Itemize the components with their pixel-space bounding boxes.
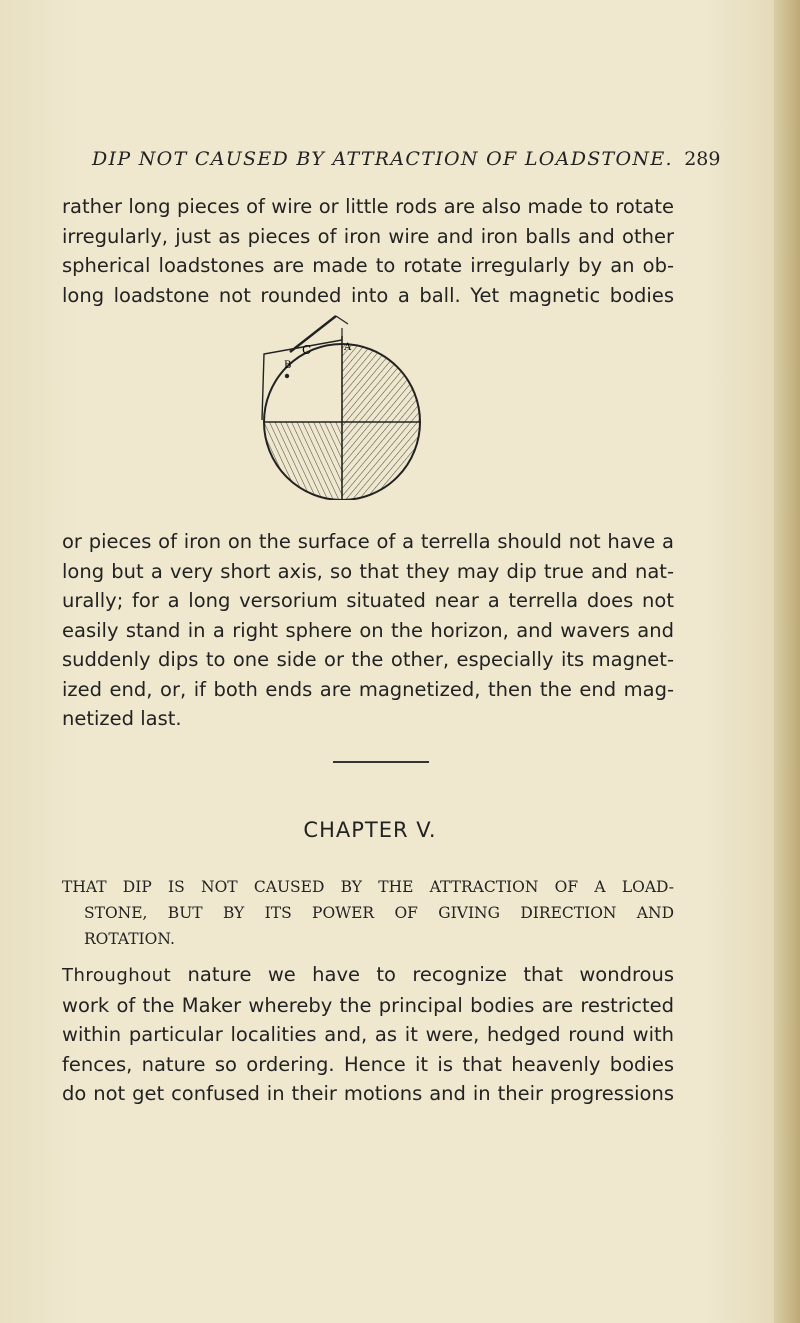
drop-word: Throughout — [62, 965, 172, 986]
paragraph-2 — [62, 527, 674, 734]
text-line: suddenly dips to one side or the other, especially its magnet- — [62, 648, 674, 671]
text-line: irregularly, just as pieces of iron wire and iron balls and other — [62, 224, 674, 248]
page-number: 289 — [684, 148, 721, 170]
section-divider — [333, 761, 429, 763]
figure-label-a: A — [344, 342, 352, 353]
text-line: netized last. — [62, 707, 182, 730]
text-line: or pieces of iron on the surface of a terrella should not have a — [62, 530, 674, 553]
text-line: ized end, or, if both ends are magnetized, then the end mag- — [62, 677, 674, 701]
figure-label-b: B — [284, 360, 292, 371]
terrella-figure — [250, 310, 434, 500]
paragraph-1 — [62, 192, 674, 310]
subheading-line: ROTATION. — [84, 930, 175, 948]
text-line-first — [62, 960, 674, 991]
text-line: easily stand in a right sphere on the horizon, and wavers and — [62, 618, 674, 642]
chapter-subheading — [62, 874, 674, 952]
figure-label-c: C — [302, 343, 312, 357]
subheading-line: THAT DIP IS NOT CAUSED BY THE ATTRACTION OF A LOAD- — [62, 878, 674, 896]
text-line: urally; for a long versorium situated near a terrella does not — [62, 589, 674, 612]
page-edge — [774, 0, 800, 1323]
first-line-rest: nature we have to recognize that wondrous — [171, 963, 674, 986]
text-line: do not get confused in their motions and in their progressions — [62, 1082, 674, 1105]
text-line: fences, nature so ordering. Hence it is that heavenly bodies — [62, 1052, 674, 1076]
text-line: long loadstone not rounded into a ball. Yet magnetic bodies — [62, 283, 674, 307]
text-line: spherical loadstones are made to rotate irregularly by an ob- — [62, 254, 674, 277]
subheading-line: STONE, BUT BY ITS POWER OF GIVING DIRECTION AND — [84, 904, 674, 922]
paragraph-3 — [62, 960, 674, 1109]
running-header — [92, 148, 721, 170]
text-line: rather long pieces of wire or little rods are also made to rotate — [62, 195, 674, 218]
chapter-title: CHAPTER V. — [303, 818, 437, 842]
text-line: within particular localities and, as it were, hedged round with — [62, 1023, 674, 1046]
hatched-quadrant-lower-left — [250, 422, 342, 500]
running-title: DIP NOT CAUSED BY ATTRACTION OF LOADSTONE. — [92, 148, 673, 170]
text-line: work of the Maker whereby the principal bodies are restricted — [62, 993, 674, 1017]
text-line: long but a very short axis, so that they may dip true and nat- — [62, 559, 674, 583]
